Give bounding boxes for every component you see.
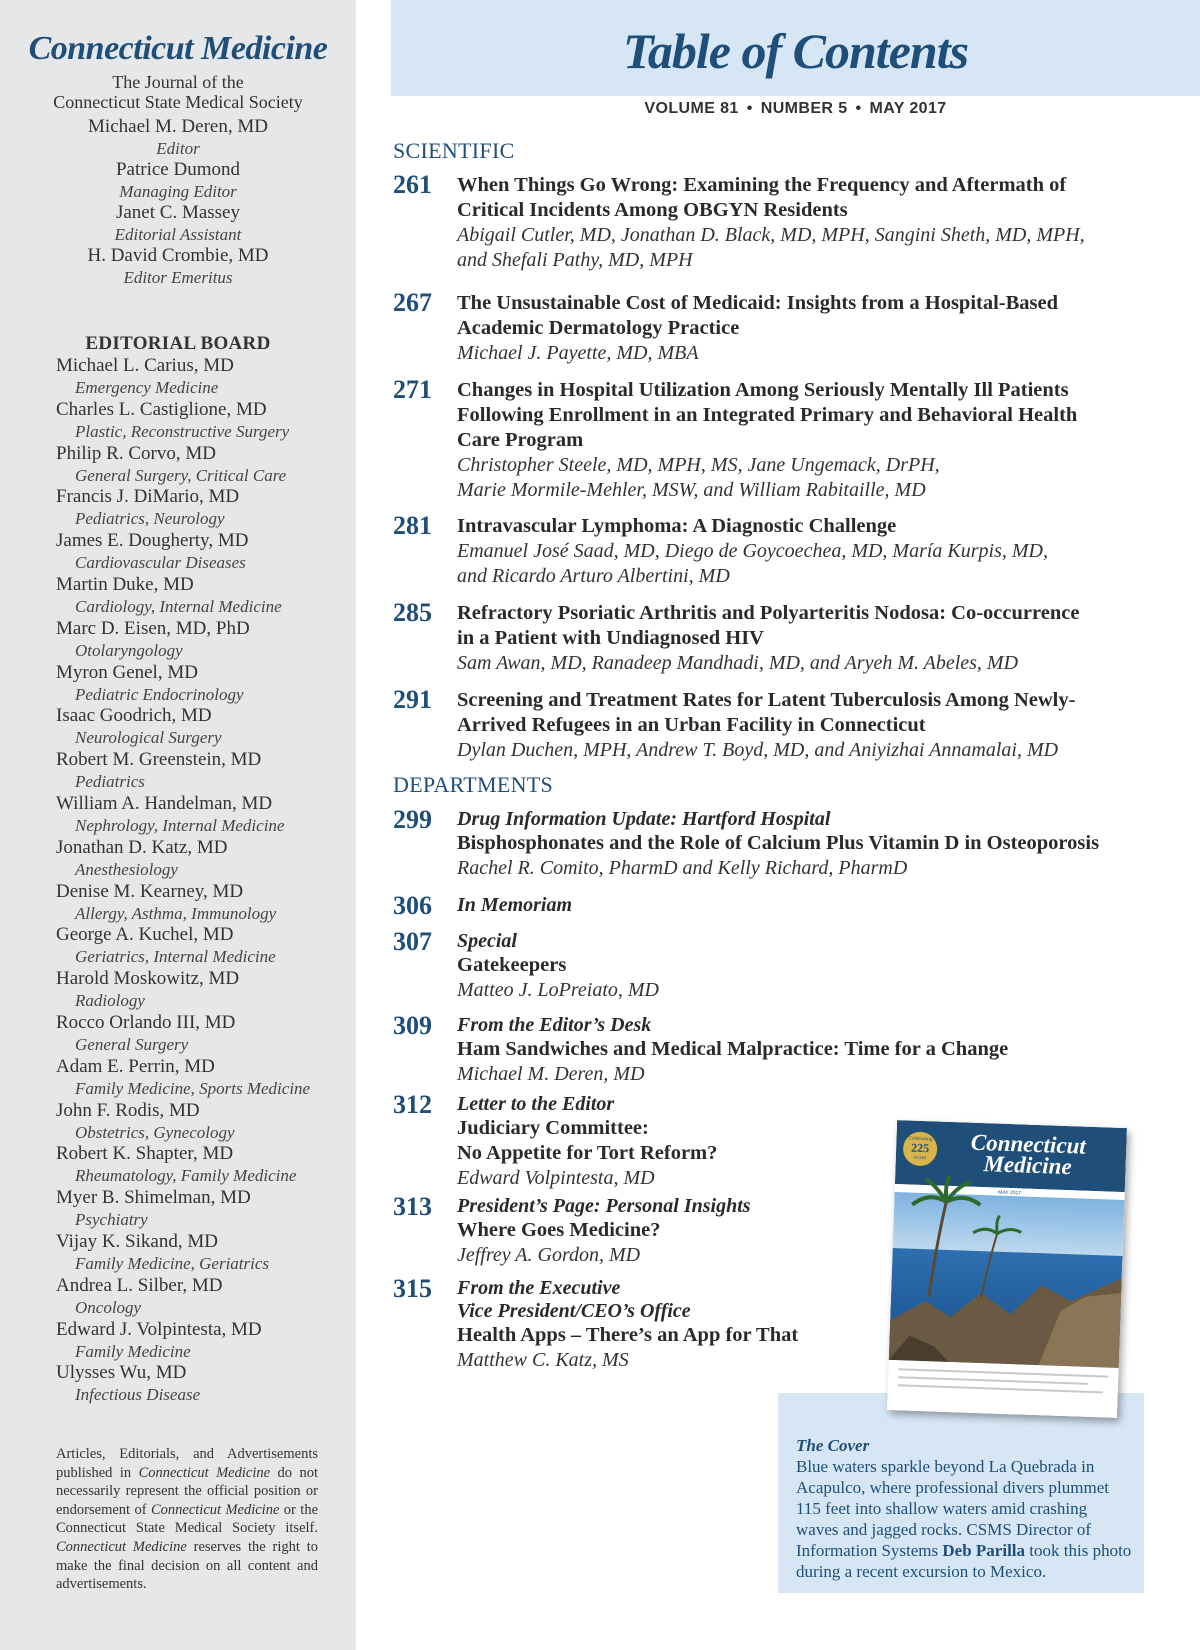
board-member-name: Michael L. Carius, MD [56,355,234,376]
toc-banner [391,0,1200,96]
article-title-line: The Unsustainable Cost of Medicaid: Insights from a Hospital-Based [457,292,1059,314]
board-member-specialty: Allergy, Asthma, Immunology [75,903,277,923]
page-number: 271 [393,375,432,404]
board-member-specialty: Nephrology, Internal Medicine [75,815,285,835]
page-number: 306 [393,891,432,920]
board-member [56,1100,346,1144]
board-member-name: Denise M. Kearney, MD [56,880,244,902]
toc-entry[interactable] [393,891,1183,920]
article-authors-line: and Shefali Pathy, MD, MPH [457,249,693,271]
badge-number: 225 [910,1140,930,1156]
board-member [56,793,346,837]
masthead [0,72,356,288]
board-member-name: George A. Kuchel, MD [56,924,234,946]
disclaimer-journal-name: Connecticut Medicine [150,1501,280,1518]
department-name: Letter to the Editor [457,1093,615,1115]
board-member [56,530,346,574]
staff-name: Janet C. Massey [115,202,240,223]
editorial-board-heading: EDITORIAL BOARD [85,333,271,354]
article-authors-line: Rachel R. Comito, PharmD and Kelly Richard, PharmD [457,857,908,879]
board-member [56,355,346,399]
board-member-specialty: Pediatrics [75,772,145,792]
board-member-specialty: General Surgery, Critical Care [75,465,287,485]
board-member-name: Robert M. Greenstein, MD [56,749,262,771]
issue-info [391,100,1200,118]
board-member-name: Charles L. Castiglione, MD [56,398,267,420]
article-title-line: Arrived Refugees in an Urban Facility in Connecticut [457,714,926,736]
article-title-line: Bisphosphonates and the Role of Calcium Plus Vitamin D in Osteoporosis [457,832,1100,854]
toc-entry[interactable] [393,598,1183,676]
board-member-name: Philip R. Corvo, MD [56,442,216,464]
article-authors-line: Abigail Cutler, MD, Jonathan D. Black, MD, MPH, Sangini Sheth, MD, MPH, [457,224,1085,246]
staff-role: Editor Emeritus [123,268,233,287]
board-member-name: Rocco Orlando III, MD [56,1011,236,1033]
board-member-name: Isaac Goodrich, MD [56,705,212,727]
badge-top-text: Celebrating [908,1136,933,1143]
editorial-sidebar [0,0,356,1650]
article-title-line: Changes in Hospital Utilization Among Seriously Mentally Ill Patients [457,379,1069,401]
board-member-name: Andrea L. Silber, MD [56,1274,223,1296]
toc-entry[interactable] [393,927,1183,1003]
board-member-name: James E. Dougherty, MD [56,530,249,552]
article-title-line: in a Patient with Undiagnosed HIV [457,627,764,649]
board-member-specialty: Pediatric Endocrinology [75,684,244,704]
board-member-specialty: Family Medicine [75,1341,191,1361]
page-number: 309 [393,1011,432,1040]
page-number: 313 [393,1192,432,1221]
article-authors-line: Sam Awan, MD, Ranadeep Mandhadi, MD, and Aryeh M. Abeles, MD [457,652,1019,674]
board-member-specialty: Family Medicine, Geriatrics [75,1253,270,1273]
board-member-specialty: Geriatrics, Internal Medicine [75,947,276,967]
department-name: In Memoriam [457,894,573,916]
article-authors-line: Michael J. Payette, MD, MBA [457,342,699,364]
toc-entry[interactable] [393,170,1183,273]
board-member-name: Adam E. Perrin, MD [56,1055,215,1077]
cover-caption-box [778,1393,1144,1593]
article-title-line: Refractory Psoriatic Arthritis and Polyarteritis Nodosa: Co-occurrence [457,602,1080,624]
page-number: 267 [393,288,432,317]
toc-entry[interactable] [393,1011,1183,1087]
board-member-specialty: Neurological Surgery [75,728,222,748]
department-name: From the Editor’s Desk [457,1014,652,1036]
cover-photo-illustration [887,1120,1127,1418]
board-member [56,1056,346,1100]
cover-caption-heading: The Cover [796,1436,870,1455]
disclaimer-journal-name: Connecticut Medicine [56,1538,187,1555]
article-authors-line: and Ricardo Arturo Albertini, MD [457,565,730,587]
article-authors-line: Michael M. Deren, MD [457,1063,645,1085]
article-title-line: Where Goes Medicine? [457,1219,661,1241]
board-member-specialty: Obstetrics, Gynecology [75,1122,235,1142]
article-authors-line: Jeffrey A. Gordon, MD [457,1244,641,1266]
board-member-specialty: Psychiatry [75,1210,148,1230]
board-member-specialty: General Surgery [75,1034,189,1054]
board-member [56,881,346,925]
board-member [56,924,346,968]
board-member [56,1319,346,1363]
board-member-specialty: Cardiovascular Diseases [75,553,246,573]
board-member-name: Marc D. Eisen, MD, PhD [56,617,250,639]
board-member-specialty: Family Medicine, Sports Medicine [75,1078,311,1098]
article-title-line: No Appetite for Tort Reform? [457,1142,718,1164]
board-member-name: Ulysses Wu, MD [56,1362,187,1384]
board-member-specialty: Plastic, Reconstructive Surgery [75,421,290,441]
board-member-specialty: Pediatrics, Neurology [75,509,225,529]
page-number: 285 [393,598,432,627]
article-authors-line: Matthew C. Katz, MS [457,1349,629,1371]
board-member-name: Robert K. Shapter, MD [56,1143,234,1165]
article-title-line: Academic Dermatology Practice [457,317,740,339]
separator-dot: • [855,100,862,117]
journal-title: Connecticut Medicine [28,30,328,67]
staff-role: Editorial Assistant [114,225,242,244]
board-member [56,1231,346,1275]
board-member [56,968,346,1012]
board-member [56,1187,346,1231]
board-member [56,443,346,487]
board-member-specialty: Radiology [75,991,145,1011]
board-member [56,1362,346,1406]
page-number: 281 [393,511,432,540]
board-member-specialty: Anesthesiology [75,859,178,879]
department-name: President’s Page: Personal Insights [457,1195,751,1217]
board-member-name: John F. Rodis, MD [56,1099,200,1121]
board-member [56,399,346,443]
board-member-name: Francis J. DiMario, MD [56,486,240,508]
section-heading-scientific: SCIENTIFIC [393,138,515,163]
cover-caption [796,1435,1132,1582]
department-name: Special [457,930,517,952]
section-heading-departments: DEPARTMENTS [393,772,554,797]
department-name: Vice President/CEO’s Office [457,1300,691,1322]
page-number: 315 [393,1274,432,1303]
board-member-name: Edward J. Volpintesta, MD [56,1318,262,1340]
board-member-specialty: Emergency Medicine [75,378,219,397]
board-member-specialty: Infectious Disease [75,1385,201,1405]
toc-entry[interactable] [393,685,1183,763]
board-member [56,749,346,793]
article-authors-line: Edward Volpintesta, MD [457,1167,655,1189]
article-title-line: Ham Sandwiches and Medical Malpractice: Time for a Change [457,1038,1009,1060]
journal-subtitle-2: Connecticut State Medical Society [53,92,303,112]
article-title-line: Care Program [457,429,584,451]
staff-role: Managing Editor [119,182,237,201]
number-label: NUMBER 5 [760,100,848,117]
page-number: 261 [393,170,432,199]
cover-date: MAY 2017 [998,1189,1022,1197]
cover-photographer: Deb Parilla [942,1541,1026,1560]
board-member-name: Jonathan D. Katz, MD [56,836,228,858]
article-title-line: Critical Incidents Among OBGYN Residents [457,199,848,221]
article-authors-line: Dylan Duchen, MPH, Andrew T. Boyd, MD, and Aniyizhai Annamalai, MD [457,739,1059,761]
article-authors-line: Marie Mormile-Mehler, MSW, and William Rabitaille, MD [457,479,926,501]
toc-entry[interactable] [393,288,1183,366]
article-title-line: Judiciary Committee: [457,1117,649,1139]
article-authors-line: Matteo J. LoPreiato, MD [457,979,660,1001]
disclaimer-part: Articles, Editorials, and Advertisements published in [56,1446,318,1481]
board-member [56,618,346,662]
board-member-specialty: Rheumatology, Family Medicine [75,1166,297,1186]
board-member-name: Myron Genel, MD [56,661,198,683]
board-member-specialty: Otolaryngology [75,640,183,660]
toc-entry[interactable] [393,805,1183,881]
board-member [56,1012,346,1056]
board-member-name: William A. Handelman, MD [56,792,273,814]
cover-title-2: Medicine [983,1151,1073,1180]
board-member-specialty: Oncology [75,1297,142,1317]
volume-label: VOLUME 81 [644,100,739,117]
editorial-board-list [56,355,346,1406]
page-number: 299 [393,805,432,834]
board-member [56,837,346,881]
staff-name: Michael M. Deren, MD [88,116,268,137]
page-number: 291 [393,685,432,714]
disclaimer-journal-name: Connecticut Medicine [138,1464,271,1481]
disclaimer-part: or the Connecticut State Medical Society itself. [56,1501,319,1537]
toc-entry[interactable] [393,375,1183,503]
date-label: MAY 2017 [869,100,947,117]
staff-list [0,116,356,288]
toc-entry[interactable] [393,511,1183,589]
article-title-line: Gatekeepers [457,954,567,976]
article-title-line: Health Apps – There’s an App for That [457,1324,799,1346]
page-number: 307 [393,927,432,956]
department-name: Drug Information Update: Hartford Hospital [457,808,831,830]
board-member [56,574,346,618]
staff-name: H. David Crombie, MD [87,245,269,266]
board-member [56,705,346,749]
board-member [56,662,346,706]
board-member-name: Harold Moskowitz, MD [56,968,240,990]
disclaimer-part: do not necessarily represent the official position or endorsement of [56,1464,318,1518]
article-authors-line: Christopher Steele, MD, MPH, MS, Jane Ungemack, DrPH, [457,454,940,476]
department-name: From the Executive [457,1277,621,1299]
cover-image [887,1120,1127,1418]
board-member-name: Myer B. Shimelman, MD [56,1187,251,1209]
cover-caption-text: took this photo during a recent excursion to Mexico. [796,1541,1132,1581]
article-title-line: Intravascular Lymphoma: A Diagnostic Challenge [457,515,897,537]
disclaimer-text [56,1445,318,1594]
board-member-name: Vijay K. Sikand, MD [56,1230,218,1252]
cover-caption-text: Blue waters sparkle beyond La Quebrada in Acapulco, where professional divers plummet 115 feet into shallow waters amid crashing waves and jagged rocks. CSMS Director of Information Systems [796,1457,1109,1560]
page-number: 312 [393,1090,432,1119]
staff-name: Patrice Dumond [115,159,240,180]
page-title: Table of Contents [622,23,969,79]
board-member-name: Martin Duke, MD [56,573,194,595]
board-member [56,1275,346,1319]
journal-subtitle-1: The Journal of the [112,72,244,92]
article-title-line: When Things Go Wrong: Examining the Frequency and Aftermath of [457,174,1067,196]
article-title-line: Screening and Treatment Rates for Latent Tuberculosis Among Newly- [457,689,1076,711]
separator-dot: • [746,100,753,117]
disclaimer-part: reserves the right to make the final decision on all content and advertisements. [56,1538,318,1593]
board-member [56,486,346,530]
article-authors-line: Emanuel José Saad, MD, Diego de Goycoechea, MD, María Kurpis, MD, [457,540,1048,562]
board-member-specialty: Cardiology, Internal Medicine [75,596,282,616]
article-title-line: Following Enrollment in an Integrated Primary and Behavioral Health [457,404,1078,426]
cover-title-1: Connecticut [970,1129,1087,1159]
board-member [56,1143,346,1187]
badge-bottom-text: YEARS [913,1154,927,1161]
staff-role: Editor [156,139,200,158]
